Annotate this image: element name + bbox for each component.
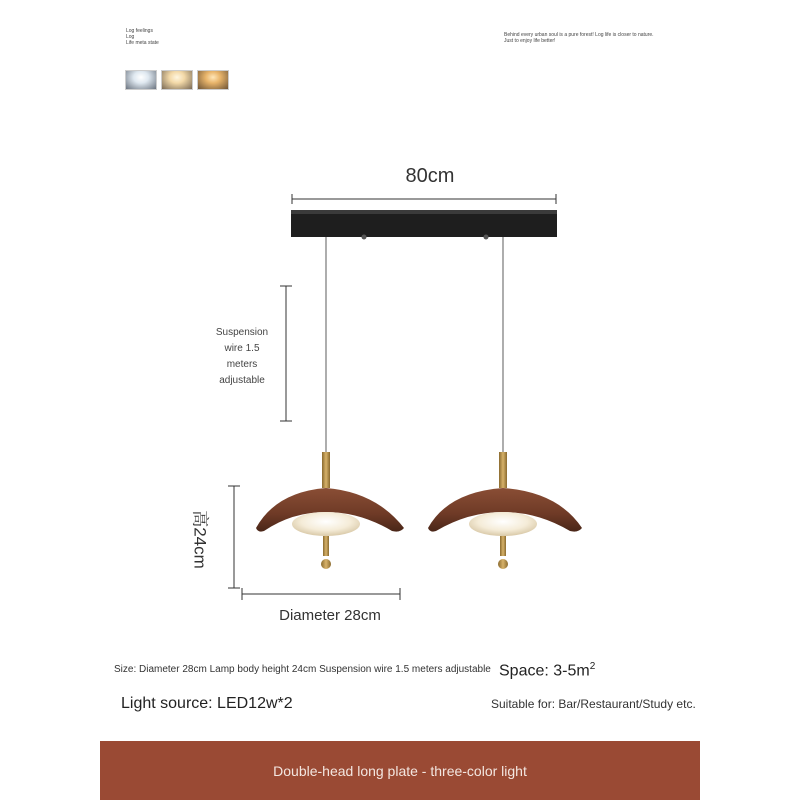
- suspension-dimension-line: [280, 286, 292, 421]
- note-line: Life meta state: [126, 40, 159, 46]
- suitable-for-spec: Suitable for: Bar/Restaurant/Study etc.: [491, 697, 696, 711]
- height-label: 高24cm: [190, 510, 210, 569]
- diameter-dimension-line: [242, 588, 400, 600]
- banner-label: Double-head long plate - three-color light: [273, 763, 527, 779]
- pendant-lamp-right: [428, 452, 582, 569]
- size-spec: Size: Diameter 28cm Lamp body height 24cm Suspension wire 1.5 meters adjustable: [114, 664, 491, 675]
- ceiling-plate: [291, 210, 557, 237]
- height-dimension-line: [228, 486, 240, 588]
- width-label: 80cm: [405, 165, 455, 187]
- width-dimension-line: [292, 194, 556, 204]
- light-source-spec: Light source: LED12w*2: [121, 695, 293, 712]
- product-variant-banner: [100, 741, 700, 800]
- note-line: Behind every urban soul is a pure forest! Log life is closer to nature.: [504, 32, 654, 38]
- note-line: Just to enjoy life better!: [504, 38, 556, 44]
- space-spec: Space: $3-5m^2$: [499, 661, 596, 680]
- diameter-label: Diameter 28cm: [279, 607, 381, 624]
- pendant-lamp-left: [256, 452, 404, 569]
- note-line: Log feelings: [126, 28, 153, 34]
- suspension-label: Suspension wire 1.5 meters adjustable: [215, 327, 269, 386]
- note-line: Log: [126, 34, 135, 40]
